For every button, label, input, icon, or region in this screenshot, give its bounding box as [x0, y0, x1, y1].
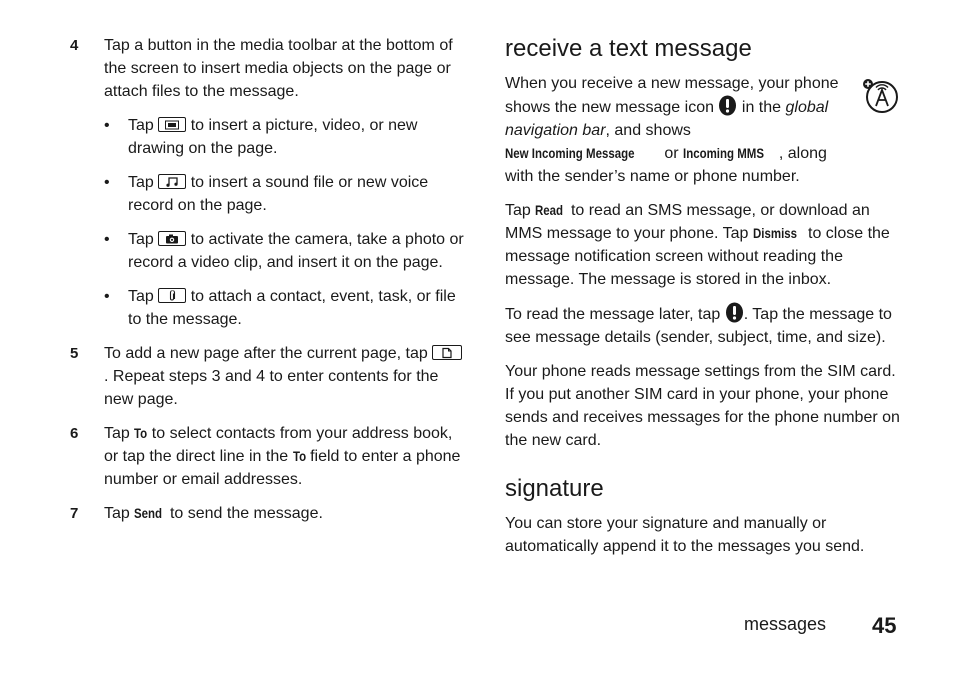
step-text: Tap a button in the media toolbar at the bottom of the screen to insert media objects on the page or attach files to the message. — [104, 37, 453, 100]
page-number: 45 — [872, 613, 897, 638]
music-note-icon — [158, 174, 186, 189]
step-4 — [70, 34, 465, 331]
section-heading-signature: signature — [505, 475, 604, 502]
new-message-alert-icon — [725, 302, 744, 323]
paragraph-read-dismiss: Tap Read to read an SMS message, or download an MMS message to your phone. Tap Dismiss to close the message notification screen without reading the message. The message is stored in the inbox. — [505, 199, 900, 291]
paperclip-icon — [158, 288, 186, 303]
step-number: 4 — [70, 37, 79, 54]
step-text: Tap Send to send the message. — [104, 502, 465, 525]
list-item: • Tap to attach a contact, event, task, or file to the message. — [104, 288, 456, 328]
new-message-alert-icon — [718, 95, 737, 116]
step-text: Tap To to select contacts from your address book, or tap the direct line in the To field to enter a phone number or email addresses. — [104, 422, 465, 491]
picture-icon — [158, 117, 186, 132]
footer-section-label: messages — [744, 614, 827, 634]
list-item: • Tap to activate the camera, take a photo or record a video clip, and insert it on the page. — [104, 231, 464, 271]
send-key: Send — [134, 505, 163, 521]
new-page-icon — [432, 345, 462, 360]
section-heading-receive: receive a text message — [505, 35, 752, 62]
new-incoming-message-key: New Incoming Message — [505, 145, 635, 161]
paragraph-read-later: To read the message later, tap . Tap the message to see message details (sender, subject, time, and size). — [505, 302, 900, 349]
paragraph-signature: You can store your signature and manually or automatically append it to the messages you send. — [505, 515, 865, 555]
step-6 — [70, 422, 465, 491]
paragraph-sim-settings: Your phone reads message settings from the SIM card. If you put another SIM card in your phone, your phone sends and receives messages for the phone number on the new card. — [505, 363, 900, 449]
step-number: 5 — [70, 345, 79, 362]
step-5 — [70, 342, 465, 411]
media-bullet-list — [104, 114, 465, 331]
step-number: 6 — [70, 425, 79, 442]
camera-icon — [158, 231, 186, 246]
read-key: Read — [535, 202, 564, 218]
list-item: • Tap to insert a sound file or new voice record on the page. — [104, 174, 429, 214]
dismiss-key: Dismiss — [752, 225, 797, 241]
left-column — [70, 34, 465, 536]
to-key: To — [134, 425, 148, 441]
incoming-mms-key: Incoming MMS — [683, 145, 765, 161]
network-feature-icon — [862, 78, 900, 114]
step-text: To add a new page after the current page, tap . Repeat steps 3 and 4 to enter contents for the new page. — [104, 342, 465, 411]
list-item: • Tap to insert a picture, video, or new drawing on the page. — [104, 117, 418, 157]
step-number: 7 — [70, 505, 79, 522]
to-field-key: To — [292, 448, 306, 464]
paragraph-receive-intro: When you receive a new message, your phone shows the new message icon in the global navigation bar, and shows New Incoming Message or Incoming MMS , along with the sender’s name or phone number. — [505, 75, 839, 185]
step-7 — [70, 502, 465, 525]
right-column — [505, 34, 900, 569]
